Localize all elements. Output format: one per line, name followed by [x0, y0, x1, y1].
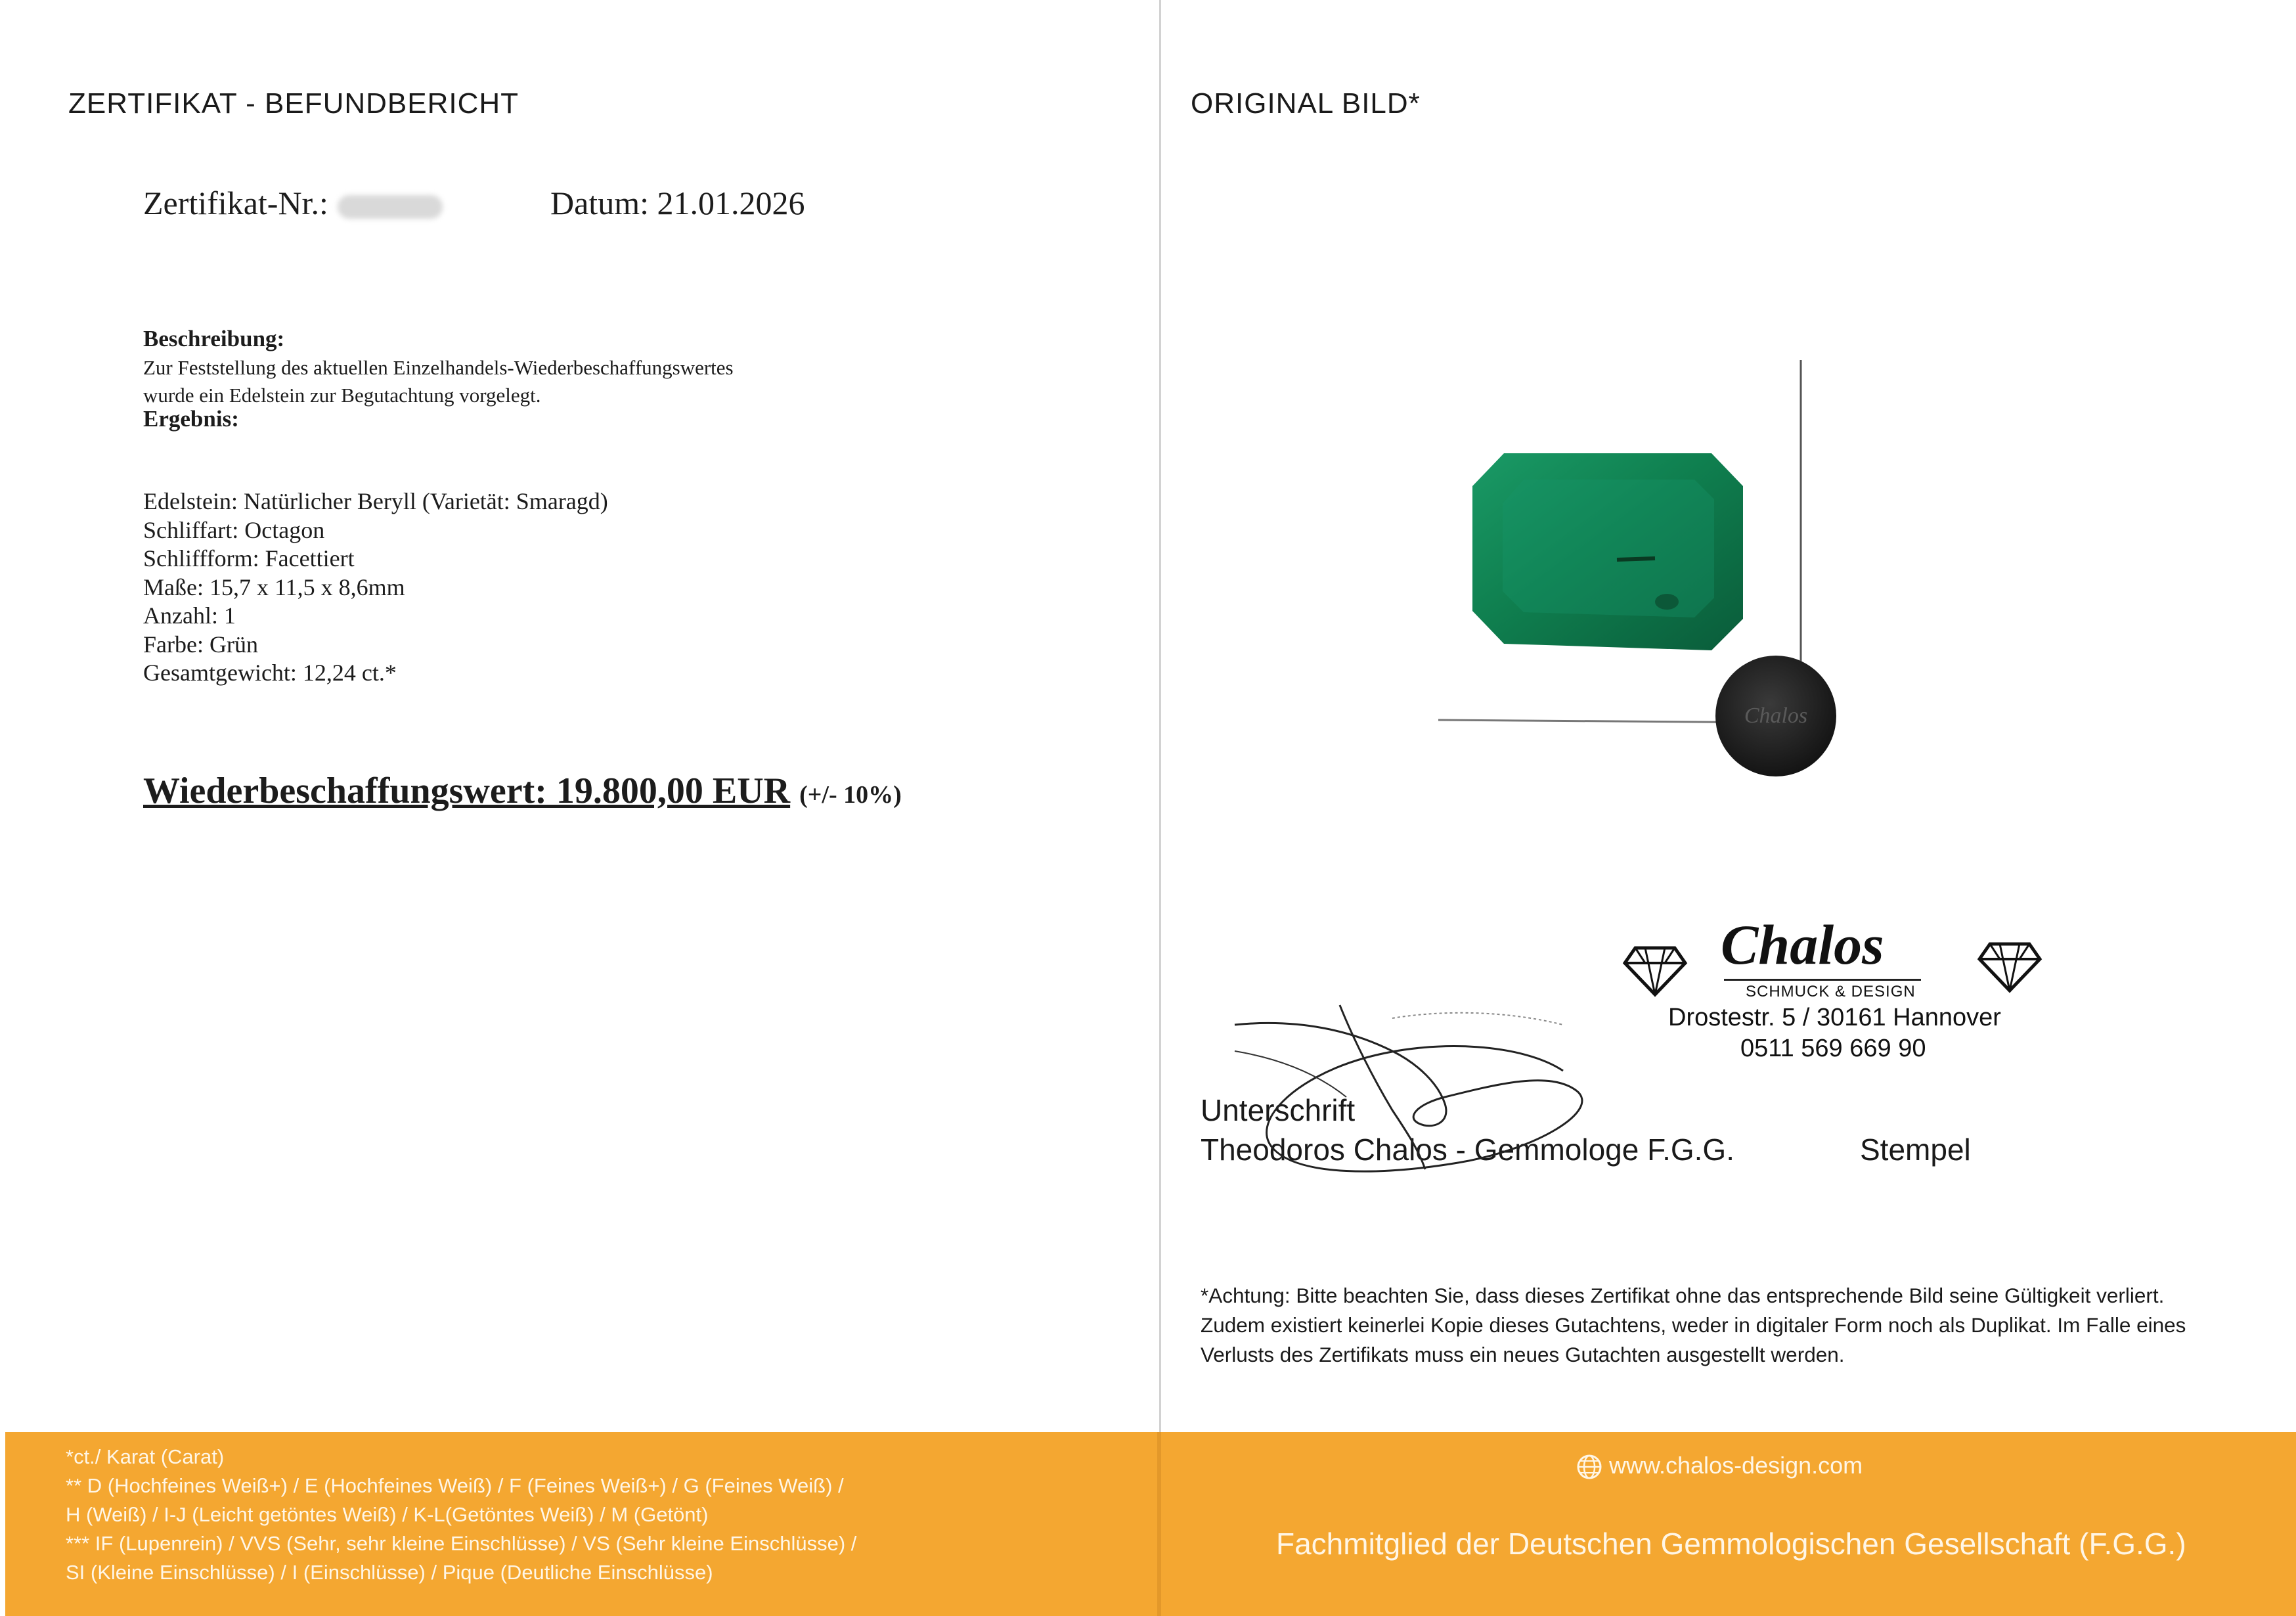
- legend-line: *ct./ Karat (Carat): [66, 1445, 225, 1468]
- certificate-date: Datum: 21.01.2026: [550, 185, 805, 221]
- legend-line: H (Weiß) / I-J (Leicht getöntes Weiß) / K-L(Getöntes Weiß) / M (Getönt): [66, 1503, 709, 1526]
- description-line: wurde ein Edelstein zur Begutachtung vorgelegt.: [143, 384, 541, 407]
- signature-label: Unterschrift: [1201, 1093, 1356, 1127]
- certificate-number-label: Zertifikat-Nr.:: [143, 185, 328, 221]
- handwritten-signature: [1222, 999, 1629, 1189]
- property-color: Farbe: Grün: [143, 631, 258, 658]
- validity-notice: [1201, 1281, 2264, 1370]
- stamp-subtitle: SCHMUCK & DESIGN: [1746, 983, 1916, 1000]
- website-text: www.chalos-design.com: [1609, 1452, 1863, 1479]
- globe-icon: [1576, 1454, 1602, 1480]
- replacement-value-tolerance: (+/- 10%): [799, 781, 902, 809]
- property-cut-type: Schliffart: Octagon: [143, 516, 325, 543]
- property-count: Anzahl: 1: [143, 602, 236, 629]
- diamond-left-icon: [1622, 945, 1688, 997]
- stamp-label: Stempel: [1860, 1133, 1971, 1167]
- property-cut-form: Schliffform: Facettiert: [143, 545, 355, 572]
- certificate-number-redacted: [338, 195, 443, 219]
- description-line: Zur Feststellung des aktuellen Einzelhandels-Wiederbeschaffungswertes: [143, 356, 734, 379]
- description-heading: Beschreibung:: [143, 326, 285, 351]
- certificate-header: ZERTIFIKAT - BEFUNDBERICHT: [68, 87, 519, 120]
- page-fold: [1159, 0, 1161, 1616]
- result-heading: Ergebnis:: [143, 406, 239, 432]
- legend-line: ** D (Hochfeines Weiß+) / E (Hochfeines Weiß) / F (Feines Weiß+) / G (Feines Weiß) /: [66, 1474, 844, 1497]
- gem-properties: [143, 487, 608, 688]
- notice-line: Verlusts des Zertifikats muss ein neues Gutachten ausgestellt werden.: [1201, 1343, 1845, 1366]
- stamp-logo-rule: [1724, 979, 1921, 981]
- certificate-number: [143, 184, 443, 222]
- notice-line: Zudem existiert keinerlei Kopie dieses Gutachtens, weder in digitaler Form noch als Duplikat. Im Falle eines: [1201, 1313, 2186, 1337]
- seal-text: Chalos: [1744, 704, 1808, 728]
- description-block: [143, 325, 866, 409]
- stamp-logo: Chalos: [1721, 913, 1884, 976]
- gem-photo: [1432, 355, 1891, 788]
- stamp-phone: 0511 569 669 90: [1740, 1035, 1926, 1062]
- membership-text: Fachmitglied der Deutschen Gemmologischen Gesellschaft (F.G.G.): [1276, 1527, 2186, 1561]
- property-dimensions: Maße: 15,7 x 11,5 x 8,6mm: [143, 573, 405, 600]
- stamp-address: Drostestr. 5 / 30161 Hannover: [1668, 1004, 2001, 1031]
- diamond-right-icon: [1977, 941, 2042, 993]
- replacement-value-amount: Wiederbeschaffungswert: 19.800,00 EUR: [143, 771, 791, 811]
- notice-line: *Achtung: Bitte beachten Sie, dass dieses Zertifikat ohne das entsprechende Bild seine Gültigkeit verliert.: [1201, 1284, 2165, 1307]
- replacement-value: [143, 770, 902, 812]
- original-image-header: ORIGINAL BILD*: [1191, 87, 1421, 120]
- legend-line: SI (Kleine Einschlüsse) / I (Einschlüsse) / Pique (Deutliche Einschlüsse): [66, 1561, 713, 1584]
- signatory-name: Theodoros Chalos - Gemmologe F.G.G.: [1201, 1133, 1734, 1167]
- grading-legend: [66, 1443, 856, 1587]
- website-link[interactable]: [1576, 1452, 1863, 1480]
- legend-line: *** IF (Lupenrein) / VVS (Sehr, sehr kleine Einschlüsse) / VS (Sehr kleine Einschlüsse) /: [66, 1532, 857, 1555]
- property-stone: Edelstein: Natürlicher Beryll (Varietät: Smaragd): [143, 488, 608, 514]
- property-weight: Gesamtgewicht: 12,24 ct.*: [143, 660, 397, 686]
- footer-fold: [1157, 1432, 1161, 1616]
